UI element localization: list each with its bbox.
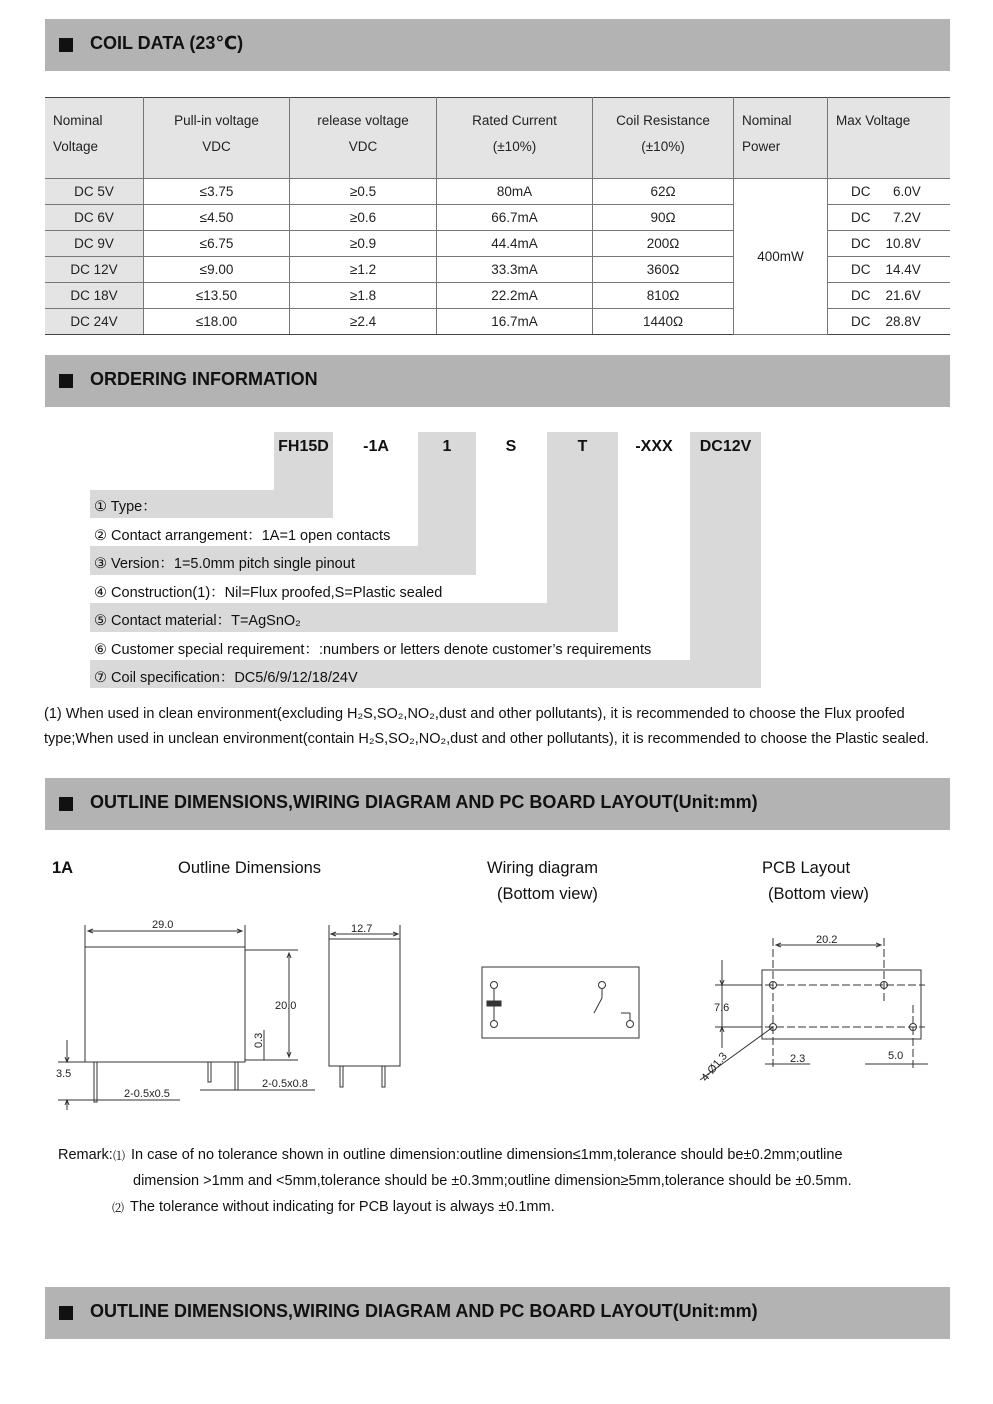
cell-voltage: DC 6V <box>45 205 144 231</box>
section-title: ORDERING INFORMATION <box>90 369 318 389</box>
wiring-diagram-subtitle: (Bottom view) <box>497 885 598 903</box>
section-header-outline-2 <box>45 1287 950 1339</box>
dim-pin-length: 3.5 <box>56 1068 72 1080</box>
cell-power: 400mW <box>734 179 828 335</box>
cell-max-voltage: DC 28.8V <box>828 309 951 335</box>
dim-pcb-height: 7.6 <box>714 1002 730 1014</box>
dim-height: 20.0 <box>275 1000 297 1012</box>
dim-offset: 0.3 <box>253 1032 265 1048</box>
header-release-1: release voltage <box>317 113 409 128</box>
dim-pin-section-a: 2-0.5x0.5 <box>124 1088 170 1100</box>
header-power-1: Nominal <box>742 113 792 128</box>
model-label: 1A <box>52 859 74 877</box>
remark-label: Remark: <box>58 1147 113 1163</box>
code-contact: -1A <box>363 438 389 455</box>
header-nominal-voltage-1: Nominal <box>53 113 103 128</box>
section-title: OUTLINE DIMENSIONS,WIRING DIAGRAM AND PC BOARD LAYOUT(Unit:mm) <box>90 792 758 812</box>
dim-width: 12.7 <box>351 923 373 935</box>
dim-pcb-hole: 4-Ø1.3 <box>699 1050 730 1084</box>
dim-pcb-a: 2.3 <box>790 1053 806 1065</box>
header-pullin-1: Pull-in voltage <box>174 113 259 128</box>
code-coil: DC12V <box>699 438 752 455</box>
pcb-layout-subtitle: (Bottom view) <box>768 885 869 903</box>
cell-current: 44.4mA <box>437 231 593 257</box>
header-power-2: Power <box>742 139 781 154</box>
outline-side-view <box>329 925 400 1087</box>
dim-pin-section-b: 2-0.5x0.8 <box>262 1078 308 1090</box>
code-material: T <box>577 438 588 455</box>
cell-pullin: ≤9.00 <box>144 257 290 283</box>
cell-resistance: 200Ω <box>593 231 734 257</box>
cell-max-voltage: DC 21.6V <box>828 283 951 309</box>
pcb-layout-title: PCB Layout <box>762 859 851 877</box>
ordering-item-version: ③ Version：1=5.0mm pitch single pinout <box>94 556 355 572</box>
wiring-diagram-title: Wiring diagram <box>487 859 598 877</box>
cell-voltage: DC 9V <box>45 231 144 257</box>
cell-max-voltage: DC 6.0V <box>828 179 951 205</box>
cell-voltage: DC 12V <box>45 257 144 283</box>
cell-release: ≥1.2 <box>290 257 437 283</box>
header-current-2: (±10%) <box>492 139 537 154</box>
header-nominal-voltage-2: Voltage <box>53 139 99 154</box>
section-title: OUTLINE DIMENSIONS,WIRING DIAGRAM AND PC BOARD LAYOUT(Unit:mm) <box>90 1301 758 1321</box>
cell-resistance: 810Ω <box>593 283 734 309</box>
cell-current: 66.7mA <box>437 205 593 231</box>
remark-1-line-2: dimension >1mm and <5mm,tolerance should be ±0.3mm;outline dimension≥5mm,tolerance should be ±0.5mm. <box>133 1173 852 1189</box>
header-resistance-2: (±10%) <box>641 139 685 154</box>
cell-current: 80mA <box>437 179 593 205</box>
wiring-diagram <box>482 967 639 1038</box>
code-construction: S <box>505 438 517 455</box>
dim-pcb-length: 20.2 <box>816 934 838 946</box>
cell-pullin: ≤13.50 <box>144 283 290 309</box>
ordering-item-construction: ④ Construction(1)：Nil=Flux proofed,S=Plastic sealed <box>94 585 443 601</box>
cell-voltage: DC 24V <box>45 309 144 335</box>
outline-dimensions-title: Outline Dimensions <box>178 859 322 877</box>
remark-2: The tolerance without indicating for PCB layout is always ±0.1mm. <box>130 1199 555 1215</box>
remark-1-line-1: In case of no tolerance shown in outline dimension:outline dimension≤1mm,tolerance should be±0.2mm;outline <box>131 1147 843 1163</box>
ordering-item-coil: ⑦ Coil specification：DC5/6/9/12/18/24V <box>94 670 358 686</box>
cell-voltage: DC 5V <box>45 179 144 205</box>
cell-current: 22.2mA <box>437 283 593 309</box>
ordering-note-line-1: (1) When used in clean environment(excluding H₂S,SO₂,NO₂,dust and other pollutants), it is recommended to choose the Flux proofed <box>44 706 905 722</box>
code-version: 1 <box>442 438 452 455</box>
cell-resistance: 1440Ω <box>593 309 734 335</box>
cell-resistance: 62Ω <box>593 179 734 205</box>
dim-length: 29.0 <box>152 919 174 931</box>
remark-2-number: ⑵ <box>112 1201 125 1215</box>
cell-resistance: 360Ω <box>593 257 734 283</box>
ordering-note-line-2: type;When used in unclean environment(contain H₂S,SO₂,NO₂,dust and other pollutants), it is recommended to choose the Plastic sealed. <box>44 731 929 747</box>
bullet-square-icon <box>59 1306 73 1320</box>
cell-pullin: ≤6.75 <box>144 231 290 257</box>
section-title: COIL DATA (23℃) <box>90 33 244 53</box>
cell-max-voltage: DC 14.4V <box>828 257 951 283</box>
ordering-item-type: ① Type： <box>94 499 157 515</box>
header-current-1: Rated Current <box>472 113 557 128</box>
header-max-voltage: Max Voltage <box>836 113 911 128</box>
dim-pcb-b: 5.0 <box>888 1050 904 1062</box>
ordering-item-material: ⑤ Contact material：T=AgSnO₂ <box>94 613 301 629</box>
header-resistance-1: Coil Resistance <box>616 113 710 128</box>
cell-resistance: 90Ω <box>593 205 734 231</box>
cell-release: ≥1.8 <box>290 283 437 309</box>
code-type: FH15D <box>278 438 329 455</box>
cell-current: 33.3mA <box>437 257 593 283</box>
cell-pullin: ≤4.50 <box>144 205 290 231</box>
cell-release: ≥0.6 <box>290 205 437 231</box>
header-release-2: VDC <box>348 139 378 154</box>
cell-pullin: ≤3.75 <box>144 179 290 205</box>
cell-release: ≥0.9 <box>290 231 437 257</box>
remark-1-number: ⑴ <box>113 1149 126 1163</box>
cell-release: ≥2.4 <box>290 309 437 335</box>
ordering-item-contact: ② Contact arrangement：1A=1 open contacts <box>94 528 391 544</box>
header-pullin-2: VDC <box>202 139 231 154</box>
cell-current: 16.7mA <box>437 309 593 335</box>
ordering-item-special: ⑥ Customer special requirement：:numbers or letters denote customer’s requirements <box>94 642 652 658</box>
cell-release: ≥0.5 <box>290 179 437 205</box>
code-special: -XXX <box>635 438 673 455</box>
cell-pullin: ≤18.00 <box>144 309 290 335</box>
cell-max-voltage: DC 7.2V <box>828 205 951 231</box>
cell-max-voltage: DC 10.8V <box>828 231 951 257</box>
cell-voltage: DC 18V <box>45 283 144 309</box>
